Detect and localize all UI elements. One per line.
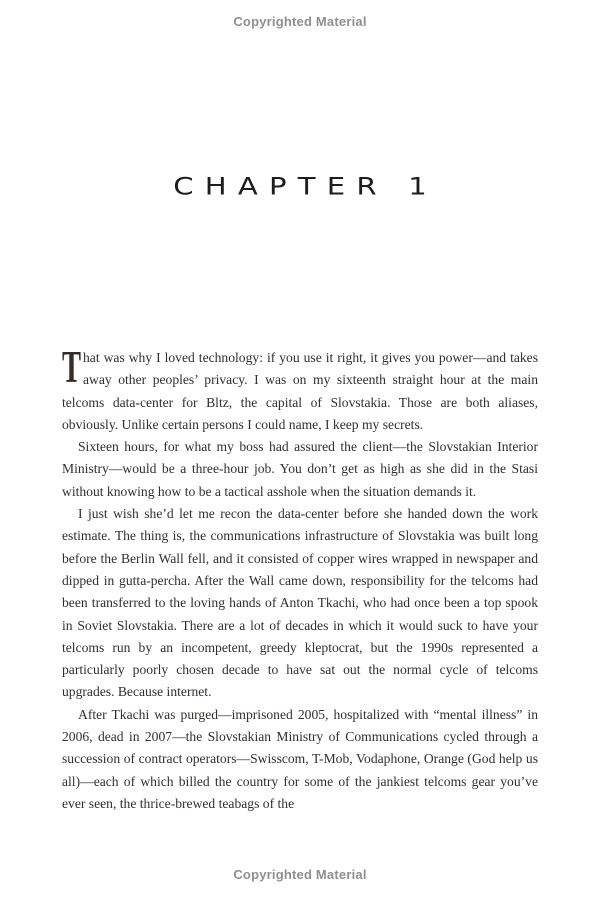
paragraph-1: That was why I loved technology: if you use it right, it gives you power—and takes away other peoples’ privacy. I was on my sixteenth straight hour at the main telcoms data-center for Bltz, the capital of Slovstakia. Those are both aliases, obviously. Unlike certain persons I could name, I keep my secrets.	[62, 341, 538, 432]
paragraph-3: I just wish she’d let me recon the data-center before she handed down the work estimate. The thing is, the communications infrastructure of Slovstakia was built long before the Berlin Wall fell, and it consisted of copper wires wrapped in newspaper and dipped in gutta-percha. After the Wall came down, responsibility for the telcoms had been transferred to the loving hands of Anton Tkachi, who had once been a top spook in Soviet Slovstakia. There are a lot of decades in which it would suck to have your telcoms run by an incompetent, greedy kleptocrat, but the 1990s represented a particularly poorly chosen decade to have sat out the normal cycle of telcoms upgrades. Because internet.	[62, 506, 538, 700]
paragraph-4: After Tkachi was purged—imprisoned 2005, hospitalized with “mental illness” in 2006, dead in 2007—the Slovstakian Ministry of Communications cycled through a succession of contract operators—Swisscom, T-Mob, Vodaphone, Orange (God help us all)—each of which billed the country for some of the jankiest telcoms gear you’ve ever seen, the thrice-brewed teabags of the	[62, 706, 538, 811]
body-text	[62, 341, 538, 815]
paragraph-2: Sixteen hours, for what my boss had assured the client—the Slovstakian Interior Ministry—would be a three-hour job. You don’t get as high as she did in the Stasi without knowing how to be a tactical asshole when the situation demands it.	[62, 439, 538, 499]
chapter-heading: CHAPTER 1	[173, 173, 438, 201]
copyright-notice-top: Copyrighted Material	[233, 14, 367, 29]
drop-cap: T	[62, 341, 82, 392]
copyright-notice-bottom: Copyrighted Material	[233, 867, 367, 882]
